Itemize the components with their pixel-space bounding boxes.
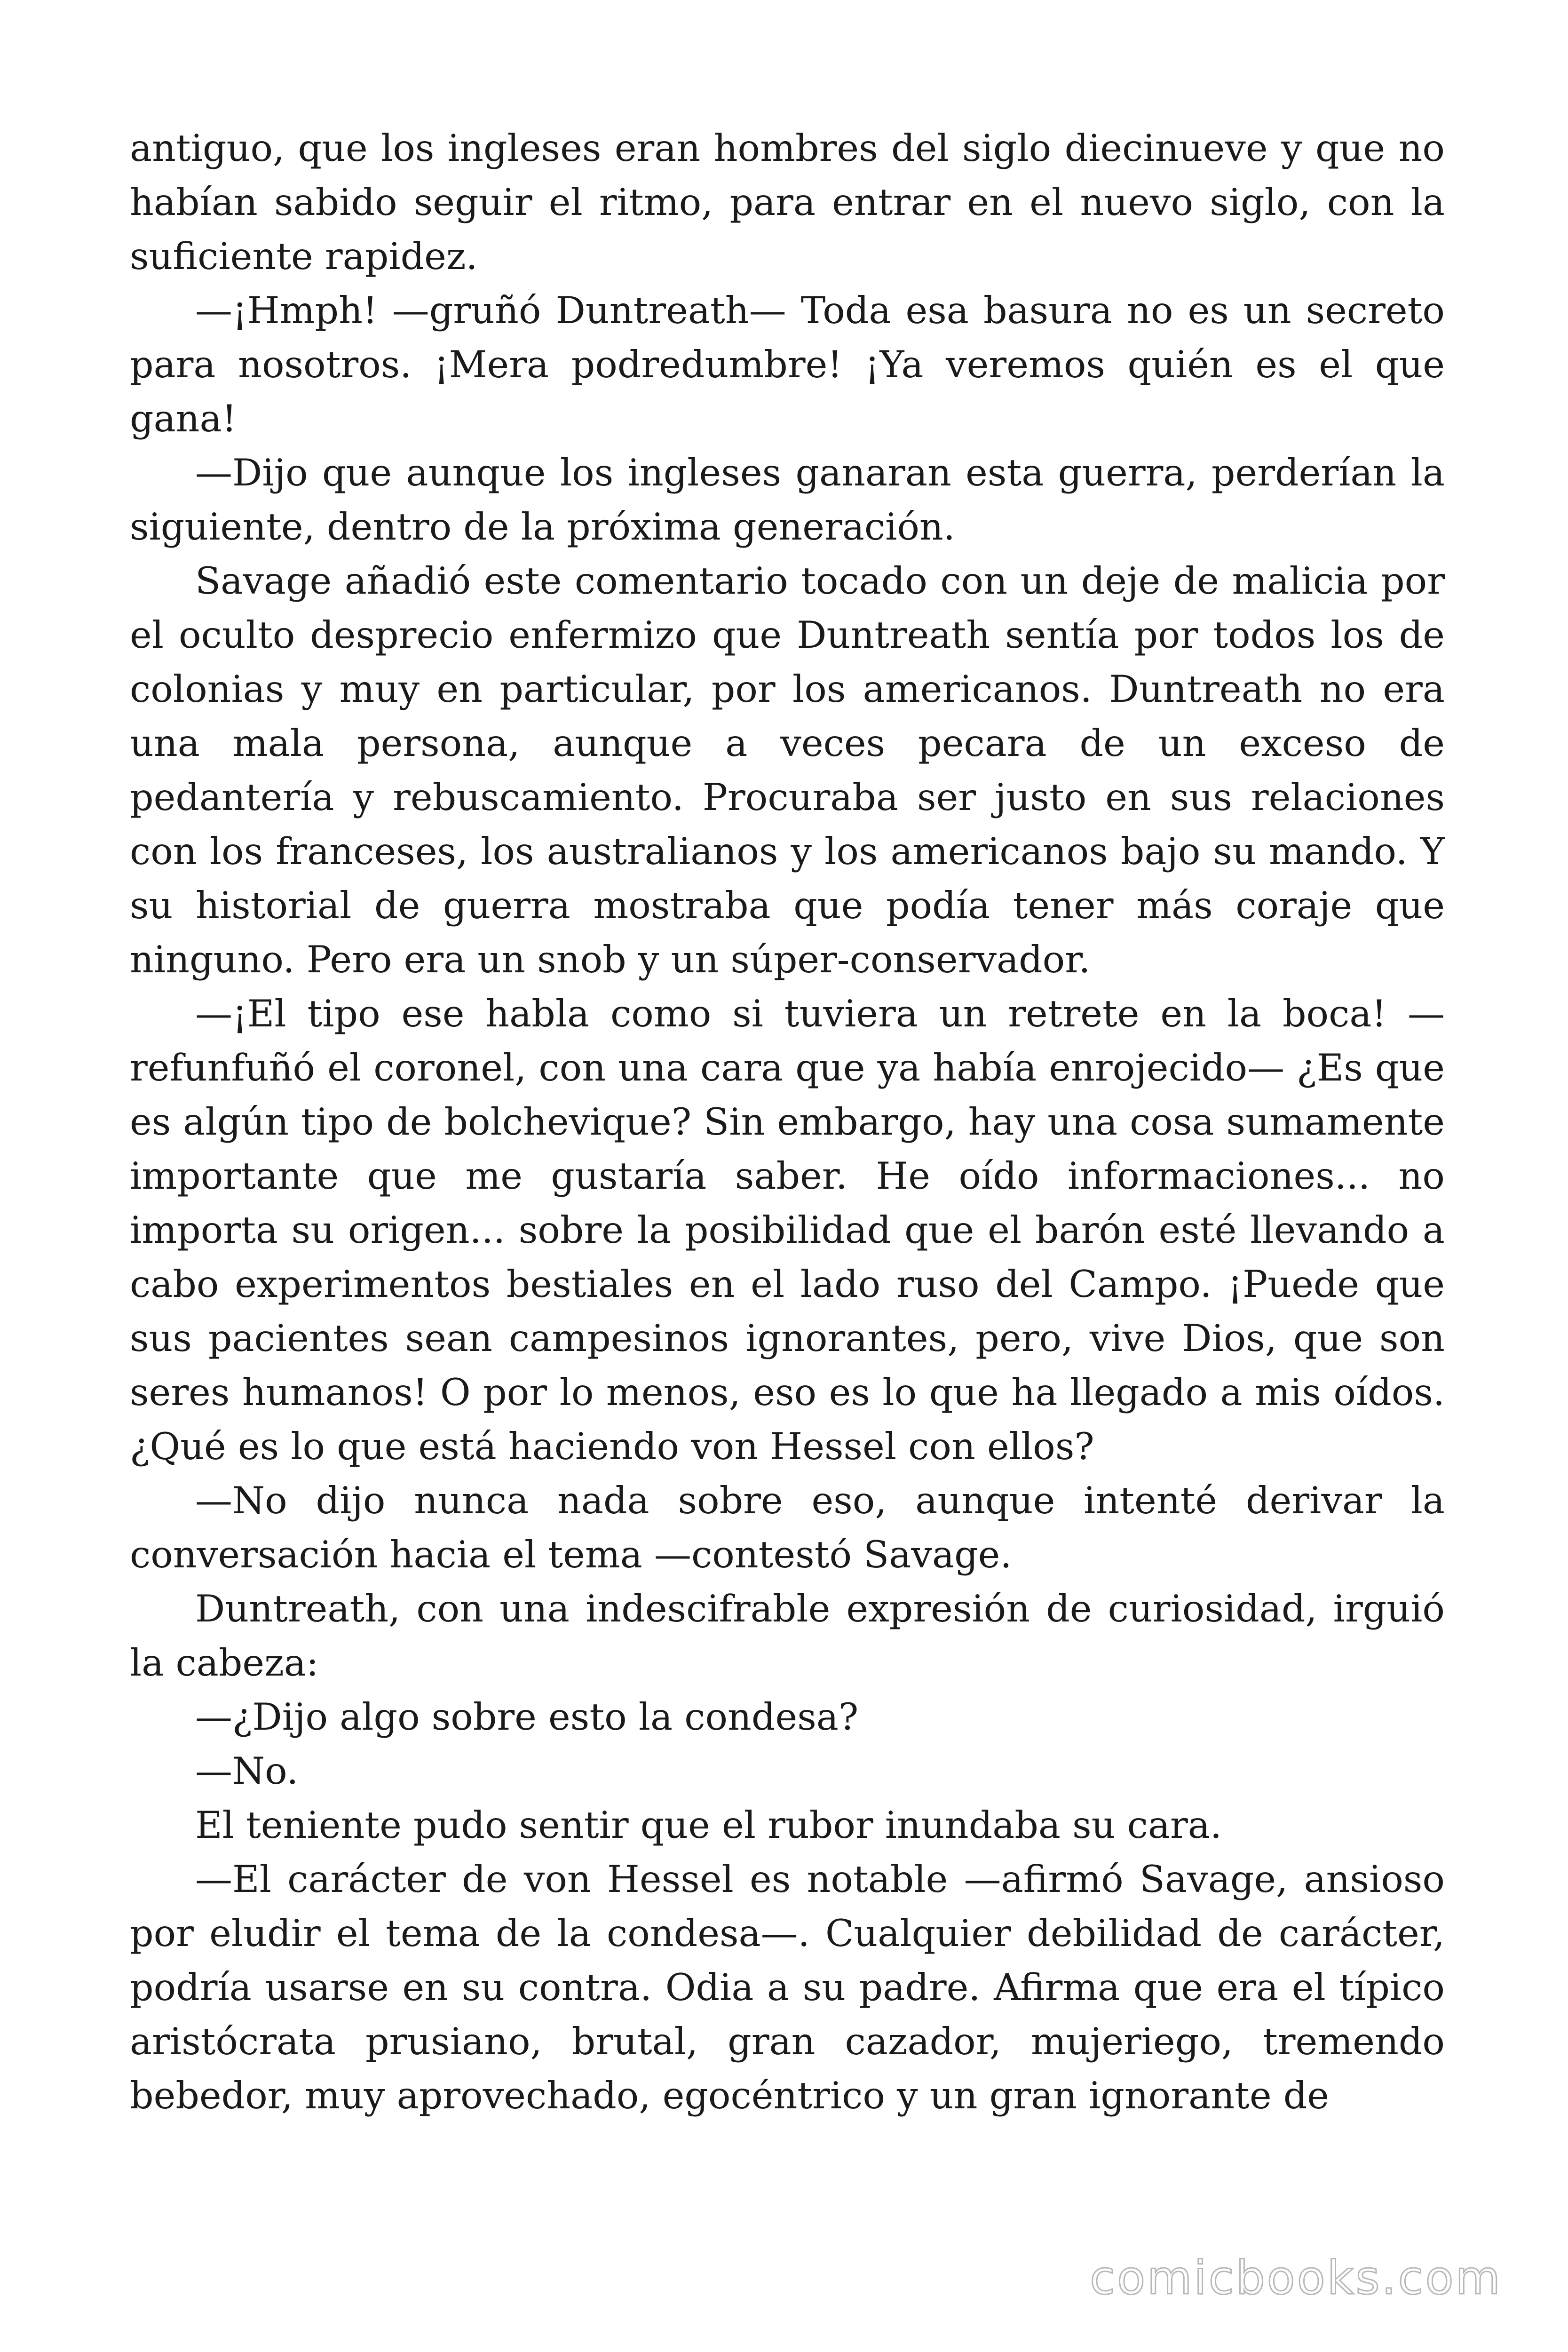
paragraph-5: —¡El tipo ese habla como si tuviera un retrete en la boca! —refunfuñó el coronel, con una cara que ya había enrojecido— ¿Es que es algún tipo de bolchevique? Sin embargo, hay una cosa sumamente importante que me gustaría saber. He oído informaciones... no importa su origen... sobre la posibilidad que el barón esté llevando a cabo experimentos bestiales en el lado ruso del Campo. ¡Puede que sus pacientes sean campesinos ignorantes, pero, vive Dios, que son seres humanos! O por lo menos, eso es lo que ha llegado a mis oídos. ¿Qué es lo que está haciendo von Hessel con ellos? bbox=[130, 992, 1445, 1468]
paragraph-6: —No dijo nunca nada sobre eso, aunque intenté derivar la conversación hacia el tema —contestó Savage. bbox=[130, 1479, 1445, 1576]
paragraph-4: Savage añadió este comentario tocado con un deje de malicia por el oculto desprecio enfermizo que Duntreath sentía por todos los de colonias y muy en particular, por los americanos. Duntreath no era una mala persona, aunque a veces pecara de un exceso de pedantería y rebuscamiento. Procuraba ser justo en sus relaciones con los franceses, los australianos y los americanos bajo su mando. Y su historial de guerra mostraba que podía tener más coraje que ninguno. Pero era un snob y un súper-conservador. bbox=[130, 559, 1445, 981]
paragraph-11: —El carácter de von Hessel es notable —afirmó Savage, ansioso por eludir el tema de la condesa—. Cualquier debilidad de carácter, podría usarse en su contra. Odia a su padre. Afirma que era el típico aristócrata prusiano, brutal, gran cazador, mujeriego, tremendo bebedor, muy aprovechado, egocéntrico y un gran ignorante de bbox=[130, 1858, 1445, 2117]
paragraph-1: antiguo, que los ingleses eran hombres del siglo diecinueve y que no habían sabido seguir el ritmo, para entrar en el nuevo siglo, con la suficiente rapidez. bbox=[130, 127, 1445, 278]
watermark-text: comicbooks.com bbox=[1090, 2251, 1502, 2305]
paragraph-9: —No. bbox=[195, 1749, 299, 1793]
paragraph-2: —¡Hmph! —gruñó Duntreath— Toda esa basura no es un secreto para nosotros. ¡Mera podredumbre! ¡Ya veremos quién es el que gana! bbox=[130, 289, 1445, 440]
paragraph-10: El teniente pudo sentir que el rubor inundaba su cara. bbox=[195, 1804, 1222, 1847]
paragraph-7: Duntreath, con una indescifrable expresión de curiosidad, irguió la cabeza: bbox=[130, 1587, 1445, 1685]
paragraph-3: —Dijo que aunque los ingleses ganaran esta guerra, perderían la siguiente, dentro de la próxima generación. bbox=[130, 451, 1445, 548]
paragraph-8: —¿Dijo algo sobre esto la condesa? bbox=[195, 1695, 859, 1739]
page-body-text bbox=[130, 121, 1445, 2123]
